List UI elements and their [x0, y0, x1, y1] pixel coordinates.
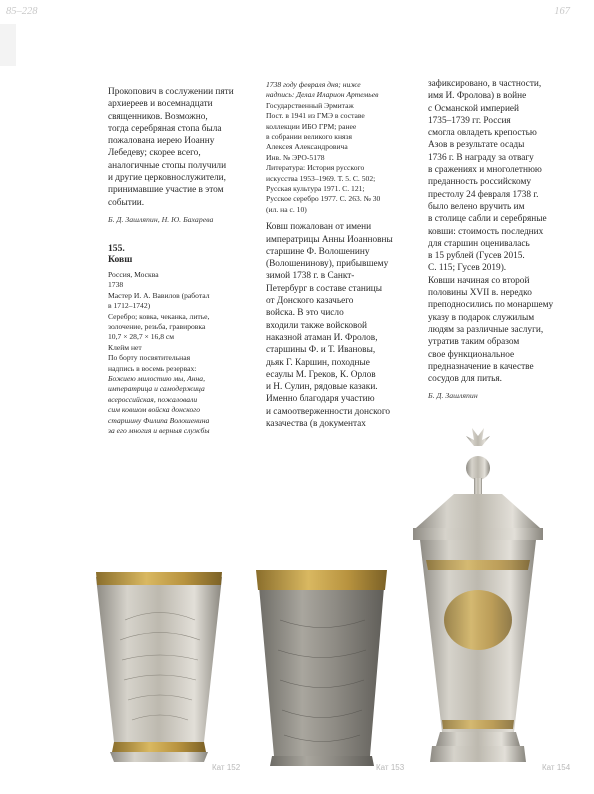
text-line: Петербург в составе станицы [266, 283, 383, 294]
text-line: указу в подарок служилым [428, 312, 535, 323]
page-range-header: 85–228 [6, 6, 38, 17]
text-line: в столице сабли и серебряные [428, 214, 547, 225]
meta-marks: Клейм нет [108, 342, 142, 352]
meta-line: искусства 1953–1969. Т. 5. С. 502; [266, 173, 376, 183]
meta-dimensions: 10,7 × 28,7 × 16,8 см [108, 332, 175, 342]
text-line: императрицы Анны Иоанновны [266, 234, 393, 245]
caption-cat154: Кат 154 [542, 763, 571, 772]
text-line: предназначение в качестве [428, 361, 534, 372]
meta-line: Пост. в 1941 из ГМЭ в составе [266, 111, 365, 121]
meta-line: в собрании великого князя [266, 132, 352, 142]
text-line: и другие церковнослужители, [108, 173, 226, 184]
author-signature: Б. Д. Зашляпин [428, 391, 478, 401]
page-number: 167 [554, 6, 570, 17]
caption-cat153: Кат 153 [376, 763, 405, 772]
body-paragraph [428, 78, 570, 385]
text-line: старшины Ф. и Т. Ивановы, [266, 345, 376, 356]
text-line: ковши: стоимость последних [428, 226, 544, 237]
meta-line: Русское серебро 1977. С. 263. № 30 [266, 194, 381, 204]
text-line: аналогичные стопы получили [108, 160, 227, 171]
text-line: тогда серебряная стопа была [108, 123, 222, 134]
meta-technique: Серебро; ковка, чеканка, литье, [108, 311, 210, 321]
text-line: архиереев и восемнадцати [108, 99, 213, 110]
text-line: событии. [108, 197, 145, 208]
inscription-line: 1738 году февраля дня; ниже [266, 80, 361, 89]
meta-master: в 1712–1742) [108, 301, 151, 311]
covered-cup-cat154 [413, 428, 543, 762]
text-line: принимавшие участие в этом [108, 185, 224, 196]
caption-cat152: Кат 152 [212, 763, 241, 772]
beaker-cat152 [96, 572, 222, 762]
text-line: с Османской империей [428, 103, 520, 114]
text-line: зимой 1738 г. в Санкт- [266, 271, 355, 282]
column-3 [428, 78, 570, 401]
column-2 [266, 80, 416, 430]
text-line: в сражениях и многолетнюю [428, 165, 542, 176]
meta-line: Литература: История русского [266, 163, 365, 173]
text-line: Ковш пожалован от имени [266, 222, 372, 233]
text-line: преподносились по монаршему [428, 300, 554, 311]
text-line: для старшин оценивалась [428, 238, 530, 249]
body-paragraph [266, 221, 416, 430]
meta-master: Мастер И. А. Вавилов (работал [108, 290, 210, 300]
catalog-number: 155. [108, 242, 125, 254]
text-line: и Н. Сулин, рядовые казаки. [266, 382, 378, 393]
text-line: Азов в результате осады [428, 140, 525, 151]
text-line: людям за различные заслуги, [428, 324, 544, 335]
text-line: (Волошенинову), прибывшему [266, 259, 389, 270]
text-line: священников. Возможно, [108, 111, 208, 122]
text-line: престолу 24 февраля 1738 г. [428, 189, 539, 200]
text-line: Ковши начиная со второй [428, 275, 530, 286]
text-line: и самоотверженности донского [266, 406, 391, 417]
inscription-intro: По борту посвятительная [108, 353, 191, 363]
corner-tab [0, 24, 16, 66]
text-line: пожалована иерею Иоанну [108, 136, 215, 147]
text-line: наказной атаман И. Фролов, [266, 332, 378, 343]
meta-technique: золочение, резьба, гравировка [108, 322, 206, 331]
inscription-line: императрица и самодержица [108, 384, 205, 394]
text-line: свое функциональное [428, 349, 515, 360]
meta-line: Инв. № ЭРО-5178 [266, 152, 325, 162]
author-signature: Б. Д. Зашляпин, Н. Ю. Бахарева [108, 214, 214, 224]
text-line: было велено вручить им [428, 201, 525, 212]
meta-line: Алексея Александровича [266, 142, 348, 152]
text-line: от Донского казачьего [266, 296, 354, 307]
text-line: половины XVII в. нередко [428, 288, 532, 299]
catalog-title: Ковш [108, 253, 133, 265]
text-line: казачества (в документах [266, 419, 366, 430]
inscription-line: всероссийская, пожаловали [108, 394, 198, 404]
text-line: преданность российскому [428, 177, 531, 188]
catalog-meta-continued [266, 80, 416, 215]
text-line: в 15 рублей (Гусев 2015. [428, 251, 525, 262]
inscription-line: сим ковшом войска донского [108, 405, 201, 415]
text-line: есаулы М. Греков, К. Орлов [266, 369, 376, 380]
meta-line: Государственный Эрмитаж [266, 100, 354, 110]
inscription-intro: надпись в восемь резервах: [108, 363, 197, 373]
column-1 [108, 86, 256, 436]
text-line: смогла овладеть крепостью [428, 128, 537, 139]
catalog-meta [108, 270, 256, 437]
meta-line: Русская культура 1971. С. 121; [266, 184, 365, 194]
inscription-line: за его многия и верныя службы [108, 426, 210, 436]
text-line: 1736 г. В награду за отвагу [428, 152, 534, 163]
text-line: входили также войсковой [266, 320, 367, 331]
text-line: дьяк Г. Каршин, походные [266, 357, 370, 368]
meta-place: Россия, Москва [108, 269, 159, 279]
meta-line: коллекции ИБО ГРМ; ранее [266, 121, 357, 131]
text-line: войска. В это число [266, 308, 344, 319]
meta-year: 1738 [108, 280, 124, 290]
text-line: С. 115; Гусев 2019). [428, 263, 507, 274]
text-line: Именно благодаря участию [266, 394, 375, 405]
text-line: Прокопович в сослужении пяти [108, 87, 234, 97]
meta-line: (ил. на с. 10) [266, 204, 307, 214]
vessels-illustration [80, 420, 594, 794]
text-line: сосудов для питья. [428, 374, 502, 385]
text-line: 1735–1739 гг. Россия [428, 115, 511, 126]
beaker-cat153 [256, 570, 387, 766]
text-line: Лебедеву; скорее всего, [108, 148, 201, 159]
text-line: утратив таким образом [428, 337, 520, 348]
text-line: зафиксировано, в частности, [428, 79, 542, 89]
inscription-line: старшину Филипа Волошенина [108, 415, 210, 425]
text-line: имя И. Фролова) в войне [428, 91, 527, 102]
inscription-line: надпись: Делал Иларион Артемьев [266, 90, 379, 100]
photo-area [80, 420, 594, 794]
inscription-line: Божиею милостию мы, Анна, [108, 374, 205, 384]
intro-paragraph [108, 86, 256, 209]
text-line: старшине Ф. Волошенину [266, 246, 370, 257]
